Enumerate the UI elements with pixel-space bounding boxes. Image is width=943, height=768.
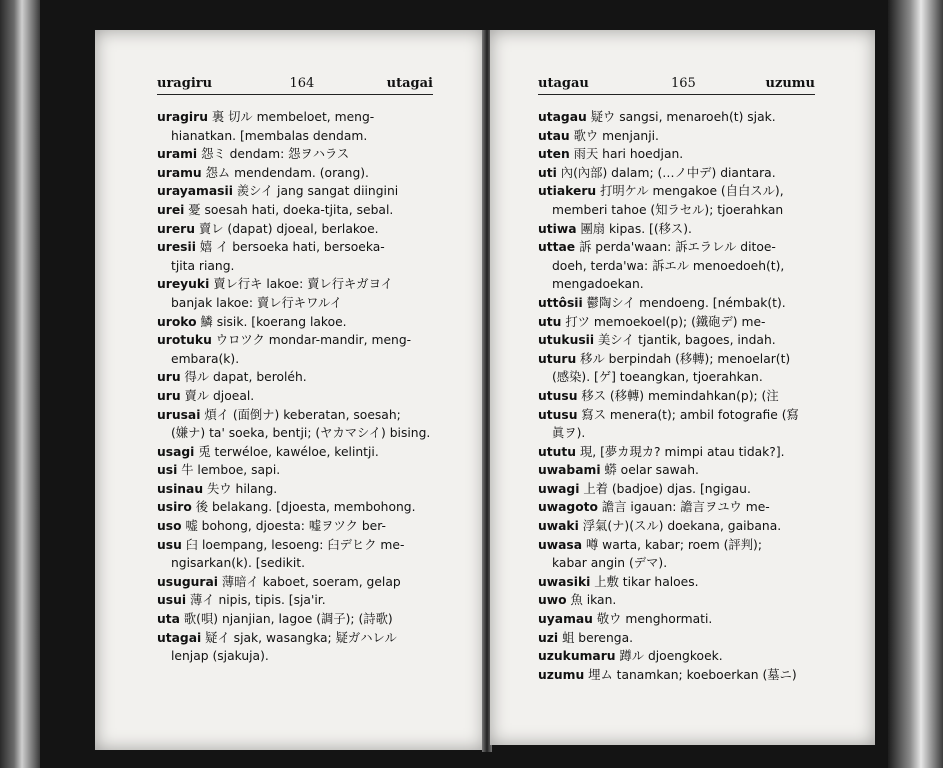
entry-definition: 得ル dapat, beroléh. [184, 370, 307, 385]
dictionary-entry [538, 182, 823, 219]
entry-definition: 薄イ nipis, tipis. [sja'ir. [189, 593, 326, 608]
entry-headword: utusu [538, 388, 578, 403]
entry-headword: utagau [538, 110, 587, 124]
entry-definition: 蟒 oelar sawah. [604, 463, 699, 478]
dictionary-entry [538, 517, 823, 536]
entry-definition: 賣レ行キ lakoe: 賣レ行キガヨイ [213, 277, 393, 292]
entry-definition: 蹲ル djoengkoek. [619, 649, 723, 664]
entry-headword: uten [538, 147, 570, 162]
entry-definition: 憂 soesah hati, doeka-tjita, sebal. [188, 202, 394, 217]
entry-headword: uwagi [538, 481, 580, 496]
entry-headword: uwasiki [538, 574, 591, 589]
entry-headword: uresii [157, 240, 196, 255]
dictionary-entry [157, 536, 437, 573]
entry-definition: ウロツク mondar-mandir, meng- [215, 333, 412, 348]
entry-headword: usagi [157, 444, 195, 459]
dictionary-entry [157, 313, 437, 332]
entry-definition: 埋ム tanamkan; koeboerkan (墓ニ) [588, 667, 797, 682]
dictionary-entry [538, 127, 823, 146]
entry-definition: 打ツ memoekoel(p); (鐵砲デ) me- [565, 314, 766, 329]
entry-definition: 譫言 igauan: 譫言ヲユウ me- [601, 500, 770, 515]
entry-definition: 美シイ tjantik, bagoes, indah. [598, 333, 776, 348]
entry-continuation: (嫌ナ) ta' soeka, bentji; (ヤカマシイ) bising. [171, 426, 431, 441]
entry-headword: uragiru [157, 110, 208, 124]
dictionary-entry [157, 498, 437, 517]
entry-definition: 訴 perda'waan: 訴エラレル ditoe- [579, 240, 776, 255]
dictionary-entry [538, 610, 823, 629]
entry-definition: 嬉 イ bersoeka hati, bersoeka- [199, 240, 385, 255]
dictionary-entry [538, 313, 823, 332]
right-page [490, 30, 875, 745]
entry-headword: usu [157, 537, 182, 552]
entry-definition: 賣レ (dapat) djoeal, berlakoe. [198, 221, 379, 236]
entry-definition: 薄暗イ kaboet, soeram, gelap [221, 574, 401, 589]
entry-definition: 嘘 bohong, djoesta: 嘘ヲツク ber- [185, 519, 386, 534]
entry-headword: uwasa [538, 537, 583, 552]
dictionary-entry [538, 480, 823, 499]
dictionary-entry [157, 387, 437, 406]
dictionary-entry [538, 331, 823, 350]
dictionary-entry [538, 350, 823, 387]
entry-definition: 浮氣(ナ)(スル) doekana, gaibana. [582, 519, 782, 534]
entry-definition: 敬ウ menghormati. [596, 612, 713, 627]
dictionary-entry [157, 517, 437, 536]
entry-definition: 上敷 tikar haloes. [594, 574, 699, 589]
entry-definition: 雨天 hari hoedjan. [573, 147, 684, 162]
dictionary-entry [538, 406, 823, 443]
entry-headword: urotuku [157, 333, 212, 348]
entry-headword: usiro [157, 500, 192, 515]
entry-headword: uru [157, 370, 181, 385]
entry-continuation: banjak lakoe: 賣レ行キワルイ [171, 295, 342, 310]
dictionary-entry [157, 461, 437, 480]
dictionary-entry [157, 145, 437, 164]
right-entry-list [538, 108, 823, 684]
entry-continuation: hianatkan. [membalas dendam. [171, 128, 368, 143]
entry-headword: utusu [538, 407, 578, 422]
dictionary-entry [157, 220, 437, 239]
dictionary-entry [538, 443, 823, 462]
book-edge-left [0, 0, 40, 768]
entry-definition: 怨ミ dendam: 怨ヲハラス [201, 147, 350, 162]
dictionary-entry [538, 536, 823, 573]
entry-headword: ututu [538, 444, 577, 459]
entry-continuation: (感染). [ゲ] toeangkan, tjoerahkan. [552, 370, 763, 385]
entry-headword: urami [157, 147, 198, 162]
entry-headword: urusai [157, 407, 201, 422]
entry-definition: 蛆 berenga. [562, 630, 634, 645]
entry-continuation: memberi tahoe (知ラセル); tjoerahkan [552, 202, 784, 217]
entry-definition: 失ウ hilang. [207, 481, 278, 496]
entry-headword: utu [538, 314, 562, 329]
dictionary-entry [538, 591, 823, 610]
dictionary-entry [157, 182, 437, 201]
dictionary-entry [157, 164, 437, 183]
entry-headword: uta [157, 612, 180, 627]
entry-headword: uwaki [538, 519, 579, 534]
dictionary-entry [157, 443, 437, 462]
right-page-number: 165 [670, 76, 696, 91]
entry-definition: 魚 ikan. [570, 593, 617, 608]
entry-continuation: 眞ヲ). [552, 426, 586, 441]
entry-definition: 鱗 sisik. [koerang lakoe. [200, 314, 347, 329]
entry-headword: uzumu [538, 667, 585, 682]
dictionary-entry [157, 591, 437, 610]
entry-definition: 裏 切ル membeloet, meng- [211, 110, 375, 124]
dictionary-entry [157, 238, 437, 275]
dictionary-entry [157, 610, 437, 629]
book-edge-right [888, 0, 943, 768]
entry-headword: utagai [157, 630, 202, 645]
entry-headword: utau [538, 128, 570, 143]
entry-definition: 煩イ (面倒ナ) keberatan, soesah; [204, 407, 401, 422]
left-header-guideword-last: utagai [386, 76, 433, 91]
entry-headword: uru [157, 388, 181, 403]
entry-definition: 疑イ sjak, wasangka; 疑ガハレル [205, 630, 397, 645]
entry-definition: 羨シイ jang sangat diingini [236, 184, 399, 199]
entry-definition: 後 belakang. [djoesta, membohong. [195, 500, 416, 515]
entry-definition: 打明ケル mengakoe (自白スル), [600, 184, 784, 199]
dictionary-entry [538, 294, 823, 313]
left-page-header [157, 72, 433, 95]
entry-definition: 現, [夢カ現カ? mimpi atau tidak?]. [579, 444, 785, 459]
dictionary-entry [157, 368, 437, 387]
right-page-header [538, 72, 815, 95]
dictionary-entry [538, 108, 823, 127]
dictionary-entry [157, 406, 437, 443]
entry-headword: uso [157, 519, 182, 534]
entry-headword: utukusii [538, 333, 595, 348]
entry-continuation: doeh, terda'wa: 訴エル menoedoeh(t), mengadoekan. [552, 258, 785, 292]
dictionary-entry [157, 331, 437, 368]
entry-definition: 噂 warta, kabar; roem (評判); [585, 537, 762, 552]
dictionary-entry [538, 461, 823, 480]
entry-definition: 上着 (badjoe) djas. [ngigau. [583, 481, 751, 496]
dictionary-entry [538, 238, 823, 294]
dictionary-entry [157, 573, 437, 592]
entry-definition: 內(內部) dalam; (…ノ中デ) diantara. [560, 165, 776, 180]
dictionary-entry [538, 629, 823, 648]
dictionary-entry [538, 145, 823, 164]
entry-headword: uwabami [538, 463, 601, 478]
entry-definition: 兎 terwéloe, kawéloe, kelintji. [198, 444, 379, 459]
entry-headword: uramu [157, 165, 202, 180]
dictionary-entry [157, 275, 437, 312]
entry-continuation: tjita riang. [171, 258, 235, 273]
left-page [95, 30, 485, 750]
dictionary-entry [538, 498, 823, 517]
entry-headword: uzi [538, 630, 559, 645]
entry-headword: ureyuki [157, 277, 210, 292]
entry-headword: ureru [157, 221, 195, 236]
entry-definition: 賣ル djoeal. [184, 388, 255, 403]
entry-continuation: ngisarkan(k). [sedikit. [171, 556, 306, 571]
entry-headword: uyamau [538, 612, 593, 627]
entry-headword: uttae [538, 240, 576, 255]
dictionary-entry [538, 164, 823, 183]
right-header-guideword-first: utagau [538, 76, 589, 91]
entry-headword: uti [538, 165, 557, 180]
dictionary-entry [157, 108, 437, 145]
entry-continuation: embara(k). [171, 351, 240, 366]
entry-headword: urayamasii [157, 184, 233, 199]
entry-definition: 移ス (移轉) memindahkan(p); (注 [581, 388, 779, 403]
entry-headword: usugurai [157, 574, 218, 589]
entry-definition: 團扇 kipas. [(移ス). [580, 221, 692, 236]
entry-definition: 怨ム mendendam. (orang). [205, 165, 369, 180]
left-header-guideword-first: uragiru [157, 76, 213, 91]
left-entry-list [157, 108, 437, 666]
dictionary-entry [157, 629, 437, 666]
entry-definition: 移ル berpindah (移轉); menoelar(t) [580, 351, 791, 366]
entry-headword: utiwa [538, 221, 577, 236]
entry-definition: 歌ウ menjanji. [573, 128, 659, 143]
entry-headword: uturu [538, 351, 577, 366]
entry-headword: uttôsii [538, 295, 583, 310]
entry-definition: 鬱陶シイ mendoeng. [némbak(t). [586, 295, 786, 310]
entry-headword: usi [157, 463, 178, 478]
entry-headword: uwagoto [538, 500, 598, 515]
entry-headword: usui [157, 593, 187, 608]
right-header-guideword-last: uzumu [765, 76, 815, 91]
dictionary-entry [538, 573, 823, 592]
entry-headword: usinau [157, 481, 204, 496]
entry-headword: uzukumaru [538, 649, 616, 664]
dictionary-entry [157, 480, 437, 499]
entry-continuation: kabar angin (デマ). [552, 556, 668, 571]
entry-headword: uwo [538, 593, 567, 608]
dictionary-entry [538, 666, 823, 685]
entry-definition: 歌(唄) njanjian, lagoe (調子); (詩歌) [183, 612, 393, 627]
entry-headword: urei [157, 202, 185, 217]
dictionary-entry [157, 201, 437, 220]
entry-definition: 臼 loempang, lesoeng: 臼デヒク me- [185, 537, 405, 552]
entry-definition: 疑ウ sangsi, menaroeh(t) sjak. [590, 110, 776, 124]
entry-definition: 牛 lemboe, sapi. [181, 463, 281, 478]
entry-headword: uroko [157, 314, 197, 329]
dictionary-entry [538, 647, 823, 666]
entry-definition: 寫ス menera(t); ambil fotografie (寫 [581, 407, 799, 422]
dictionary-entry [538, 387, 823, 406]
entry-headword: utiakeru [538, 184, 597, 199]
dictionary-entry [538, 220, 823, 239]
entry-continuation: lenjap (sjakuja). [171, 649, 269, 664]
left-page-number: 164 [289, 76, 315, 91]
